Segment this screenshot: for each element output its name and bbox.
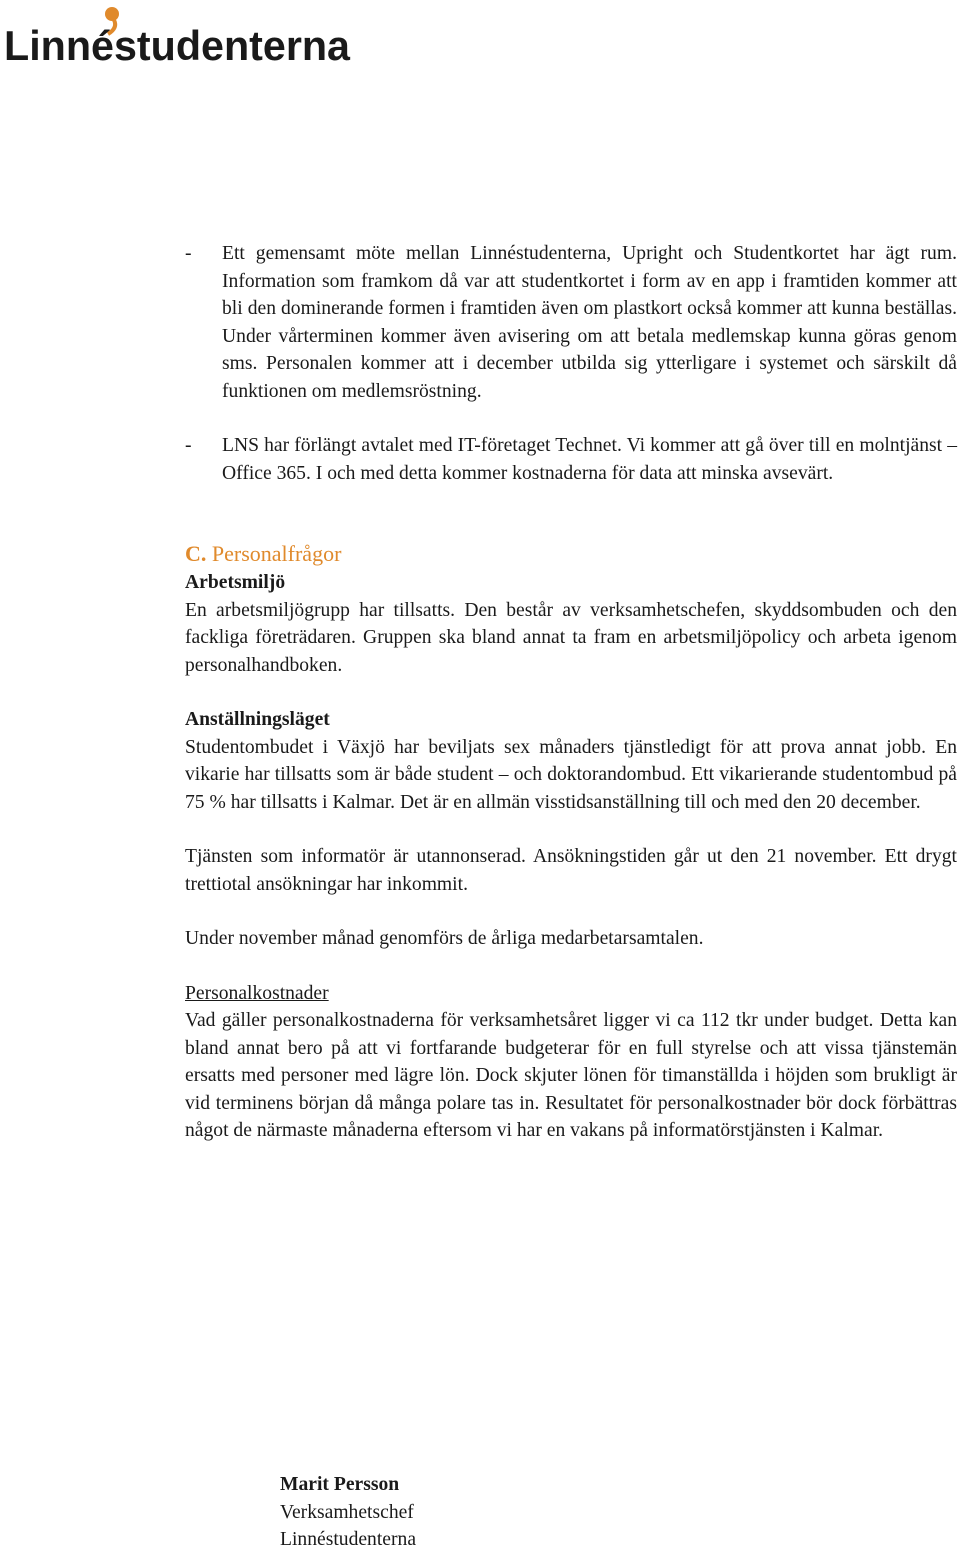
paragraph-anstallning-3: Under november månad genomförs de årliga medarbetarsamtalen. [185,928,704,949]
signature-name: Marit Persson [280,1474,400,1495]
bullet-text: Ett gemensamt möte mellan Linnéstudenterna, Upright och Studentkortet har ägt rum. Information som framkom då var att studentkortet i form av en app i framtiden kommer att bli den dominerande formen i framtiden även om plastkort också kommer att kunna beställas. Under vårterminen kommer även avisering om att betala medlemskap kunna göras genom sms. Personalen kommer att i december utbilda sig ytterligare i systemet och särskilt då funktionen om medlemsröstning. [222,243,957,402]
list-item [185,432,957,487]
subheading-anstallningslaget: Anställningsläget [185,709,330,730]
signature-block [280,1471,416,1554]
document-body [185,240,957,1145]
logo-wordmark: Linnéstudenterna [4,22,351,64]
section-title: Personalfrågor [211,541,342,566]
section-letter: C. [185,541,207,566]
subheading-personalkostnader: Personalkostnader [185,982,329,1004]
paragraph-anstallning-1: Studentombudet i Växjö har beviljats sex månaders tjänstledigt för att prova annat jobb. En vikarie har tillsatts som är både student – och doktorandombud. Ett vikarierande studentombud på 75 % har tillsatts i Kalmar. Det är en allmän visstidsanställning till och med den 20 december. [185,736,957,813]
logo [4,4,354,64]
subheading-arbetsmiljo: Arbetsmiljö [185,572,286,593]
linnestudenterna-logo [4,4,354,64]
paragraph-arbetsmiljo: En arbetsmiljögrupp har tillsatts. Den består av verksamhetschefen, skyddsombuden och den fackliga företrädaren. Gruppen ska bland annat ta fram en arbetsmiljöpolicy och arbeta igenom personalhandboken. [185,599,957,676]
bullet-marker: - [185,435,192,456]
section-heading [185,539,957,569]
logo-accent-dot [105,7,119,21]
list-item [185,240,957,405]
signature-title: Verksamhetschef [280,1501,414,1523]
bullet-marker: - [185,243,192,264]
signature-organization: Linnéstudenterna [280,1529,417,1550]
paragraph-personalkostnader: Vad gäller personalkostnaderna för verksamhetsåret ligger vi ca 112 tkr under budget. Detta kan bland annat bero på att vi fortfarande budgeterar för en full styrelse och att vissa tjänstemän ersatts med personer med lägre lön. Dock skjuter lönen för timanställda i höjden som brukligt är vid terminens början då många polare tas in. Resultatet för personalkostnader bör dock förbättras något de närmaste månaderna eftersom vi har en vakans på informatörstjänsten i Kalmar. [185,1010,957,1141]
paragraph-anstallning-2: Tjänsten som informatör är utannonserad. Ansökningstiden går ut den 21 november. Ett drygt trettiotal ansökningar har inkommit. [185,846,957,895]
bullet-text: LNS har förlängt avtalet med IT-företaget Technet. Vi kommer att gå över till en molntjänst – Office 365. I och med detta kommer kostnaderna för data att minska avsevärt. [222,435,957,484]
